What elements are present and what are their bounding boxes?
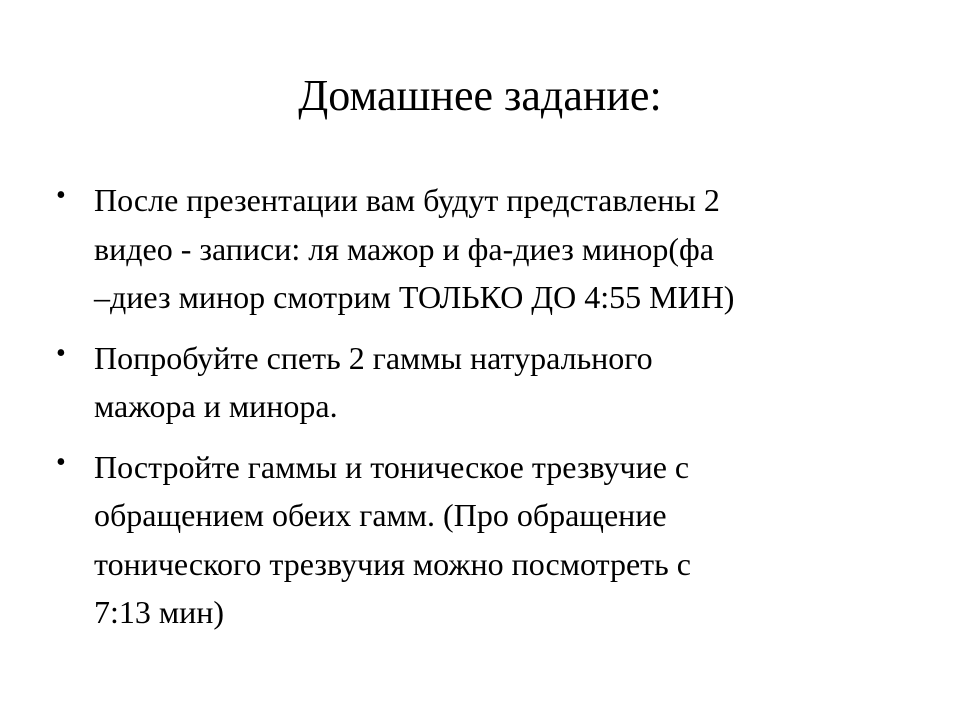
bullet-line: обращением обеих гамм. (Про обращение — [94, 497, 667, 533]
bullet-line: тонического трезвучия можно посмотреть с — [94, 545, 691, 582]
bullet-dot-icon: • — [56, 337, 66, 369]
bullet-dot-icon: • — [56, 180, 66, 211]
bullet-dot-icon: • — [56, 446, 66, 478]
bullet-list — [56, 176, 916, 649]
bullet-item-3 — [56, 443, 916, 637]
bullet-line: После презентации вам будут представлены 2 — [94, 182, 720, 218]
bullet-line: мажора и минора. — [94, 388, 338, 424]
bullet-item-1 — [56, 176, 916, 322]
bullet-line: 7:13 мин) — [94, 594, 225, 630]
slide-title: Домашнее задание: — [298, 71, 662, 120]
bullet-item-2 — [56, 334, 916, 431]
bullet-line: Постройте гаммы и тоническое трезвучие с — [94, 448, 690, 485]
bullet-line: видео - записи: ля мажор и фа-диез минор(фа — [94, 230, 714, 267]
bullet-line: –диез минор смотрим ТОЛЬКО ДО 4:55 МИН) — [94, 279, 735, 315]
bullet-line: Попробуйте спеть 2 гаммы натурального — [94, 339, 653, 376]
